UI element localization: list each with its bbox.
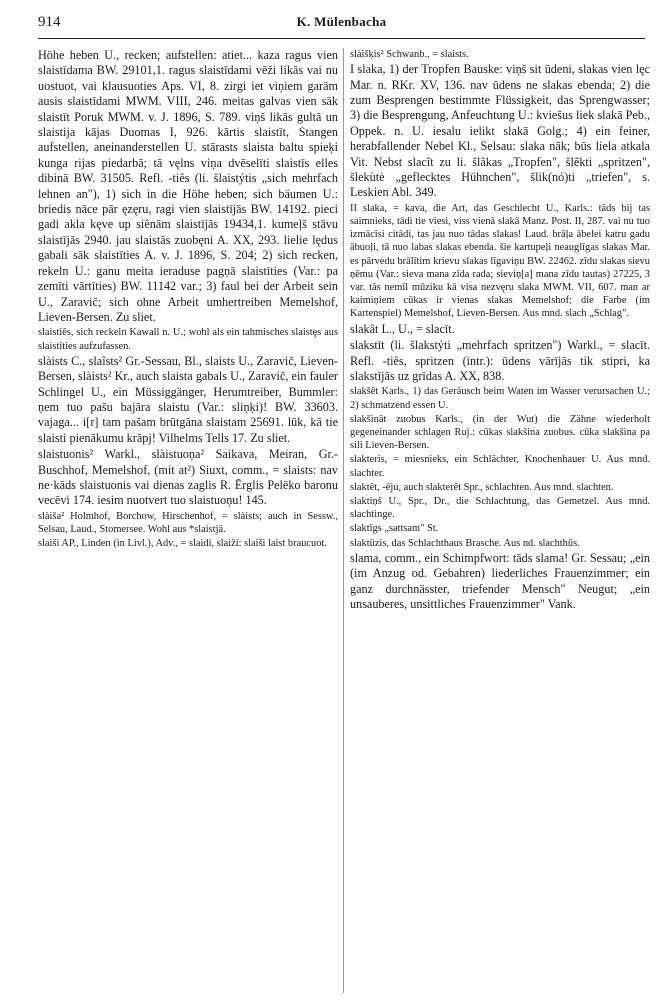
entry-slakteris: slakteris, = miesnieks, ein Schlächter, Knochenhauer U. Aus mnd. slachter. (350, 454, 650, 479)
entry-slaka-2: II slaka, = kava, die Art, das Geschlecht U., Karls.: tāds bij tas saimnieks, tādi tie viesi, viss vienā slakā Manz. Post. II, 287. vai nu tuo izmācīsi citādi, tas jau nuo tādas slakas! Laud. brāļa ābelei katru gadu ābuoļi, tā nuo labas slakas ebenda. šie kartupeļi neauglīgas slakas Mar. es pārvedu brālītim krievu slakas līgaviņu BW. 22462. zīdu slakas sievu ņēmu (Var.: sieva mana zīda rada; sieviņ[a] mana zīdu tautas) 27225, 3 var. tās nemīl mūziku kā visa nezvęru slaka MWM. VII, 607. man ar kaimiņiem cūkas ir vienas slakas Memelshof; die Farbe (im Kartenspiel) Memelshof, Lieven-Bersen. Aus mnd. slach „Schlag". (350, 202, 650, 320)
entry-slaistit-continued: Höhe heben U., recken; aufstellen: atiet... kaza ragus vien slaistīdama BW. 29101,1. ragus slaistīdami vēži likās vai nu uostuot, vai klausuoties Aps. VI, 8. zirgi iet viņiem garām ausis slaistīdami MWM. VIII, 246. meitas galvas vien sāk slaistīt Poruk MWM. v. J. 1896, S. 789. viņš likās gultā un slaistija kājas Duomas I, 926. kārtis slaistīt, Stangen aufstellen, aneinanderstellen U. stārasts slaista baltu spieķi kunga rijas piedarbā; tā vęlns viņa dvēselīti slaistīs elles dibinā BW. 31505. Refl. -tiês (li. šlaistýtis „sich mehrfach lehnen an"), 1) sich in die Höhe heben; sich bäumen U.: briedis nāce pār ęzęru, ragi vien slaistījās BW. 14192. pieci gadi akla kęve up siênām slaistījās 19434,1. kumeļš stāvu slaistījās 2940. jau slaistās zuobęni A. XX, 293. lielie lędus gabali sāk slaistīties A. v. J. 1896, S. 204; 2) sich recken, rekeln U.: ganu meita ieraduse pagņā slaistīties (Var.: pa zemīti vārtīties) BW. 11142 var.; 3) faul bei der Arbeit sein U., Zaravič; sich ohne Arbeit umhertreiben Memelshof, Lieven-Bersen. Zu sliet. (38, 48, 338, 324)
entry-slaisa: slàiša² Holmhof, Borchow, Hirschenhof, = slàists; auch in Sessw., Selsau, Laud., Stomersee. Wohl aus *slaistjā. (38, 510, 338, 535)
entry-slaksinat: slakšinât zuobus Karls., (in der Wut) die Zähne wiederholt gegeneinander schlagen Ruj.: cūkas slakšina zuobus. cūka slakšina pa sili Lieven-Bersen. (350, 413, 650, 452)
entry-slaktins: slaktiņš U., Spr., Dr., die Schlachtung, das Gemetzel. Aus mnd. slachtinge. (350, 495, 650, 521)
entry-slaktet: slaktêt, -ēju, auch slakterêt Spr., schlachten. Aus mnd. slachten. (350, 481, 614, 493)
running-title: K. Mülenbacha (296, 14, 387, 29)
entry-slakstit: slakstīt (li. šlakstýti „mehrfach spritzen") Warkl., = slacīt. Refl. -tiês, spritzen (intr.): ūdens vārījās tik stipri, ka slakstījās uz grīdas A. XX, 838. (350, 338, 650, 383)
page-number: 914 (38, 14, 61, 30)
entry-slaisties: slaistiês, sich reckeln Kawall n. U.; wohl als ein tahmisches slaistęs aus slaistīties aufzufassen. (38, 327, 338, 352)
entry-slaisi: slaiši AP., Linden (in Livl.), Adv., = slaidi, slaiži: slaiši laist braucuot. (38, 538, 327, 550)
entry-slaktuzis: slaktūzis, das Schlachthaus Brasche. Aus nd. slachthūs. (350, 537, 580, 549)
entry-slaiskis: slàišķis² Schwanb., = slaists. (350, 49, 469, 60)
entry-slakat: slakât L., U., = slacīt. (350, 321, 455, 336)
column-divider (343, 48, 344, 993)
entry-slaksset: slakšêt Karls., 1) das Geräusch beim Waten im Wasser verursachen U.; 2) schmatzend essen U. (350, 386, 650, 411)
left-column (38, 48, 338, 998)
entry-slaka-1: I slaka, 1) der Tropfen Bauske: viņš sit ūdeni, slakas vien lęc Mar. n. RKr. XV, 136. nav ūdens ne slakas ebenda; 2) die zum Besprengen bestimmte Flüssigkeit, das Sprengwasser; 3) die Besprengung, Anfeuchtung U.: kviešus liek slakā Peb., Oppek. n. U. iesalu ielikt slakā Golg.; 4) ein feiner, herabfallender Nebel Kl., Selsau: slaka nāk; būs liela atkala Vit. Nebst slacît zu li. šlãkas „Tropfen", šlẽkti „spritzen", šlekùtė „geflecktes Hühnchen", šlik(nó)ti „triefen", s. Leskien Abl. 349. (350, 62, 650, 200)
entry-slaists: slàists C., slaîsts² Gr.-Sessau, Bl., slaists U., Zaravič, Lieven-Bersen, slàists² Kr., auch slaista gabals U., Zaravič, ein fauler Schlingel U., ein Müssiggänger, Herumtreiber, Bummler: ņem tuo pašu bajāra slaistu (Var.: sliņķi)! BW. 33603. vajaga... i[r] tam pašam brūtgāna slaistam 25691. lūk, kā tie slaisti pienākumu krāpj! Vilhelms Tells 17. Zu sliet. (38, 353, 338, 445)
entry-slama: slama, comm., ein Schimpfwort: tāds slama! Gr. Sessau; „ein (im Anzug od. Gebahren) liederliches Frauenzimmer; ein ganz durchnässter, triefender Mensch" Neugut; „ein unsauberes, unsittliches Frauenzimmer" Vank. (350, 550, 650, 611)
entry-slaktigs: slaktīgs „sattsam" St. (350, 523, 439, 535)
page-header (38, 14, 645, 39)
entry-slaistuonis: slaistuonis² Warkl., slàistuoņa² Saikava, Meiran, Gr.-Buschhof, Memelshof, (mit at²) Siuxt, comm., = slaists: nav ne·kāds slaistuonis vai dienas zaglis R. Ērglis Pelēko baronu vecēvi 174. iesim nuotvert tuo slaistuoņu! 145. (38, 447, 338, 508)
right-column (350, 48, 650, 998)
